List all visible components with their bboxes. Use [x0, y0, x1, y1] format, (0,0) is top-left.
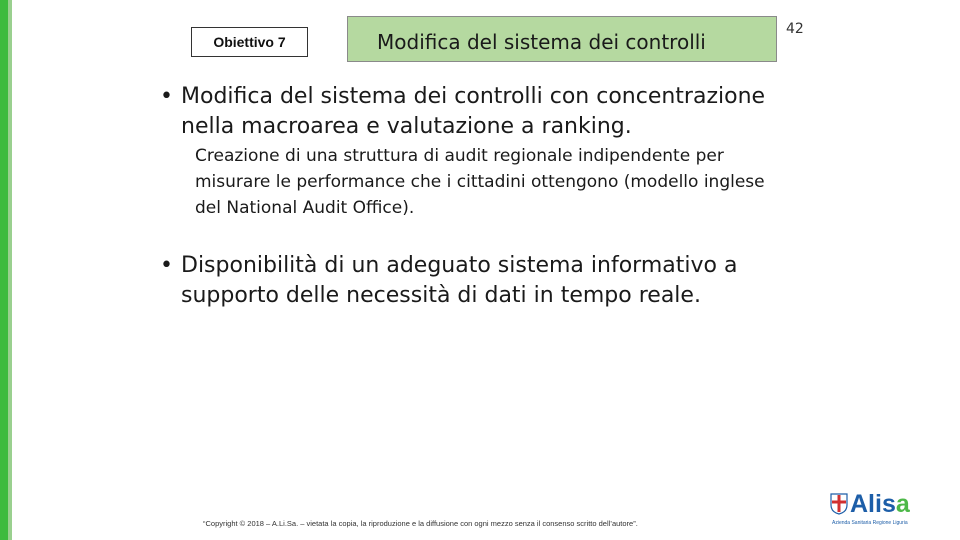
bullet-dot: • [160, 84, 173, 109]
side-accent-bar-light [8, 0, 12, 540]
slide-title: Modifica del sistema dei controlli [347, 16, 777, 62]
logo-wordmark-accent: a [895, 490, 910, 518]
liguria-emblem-icon [830, 493, 848, 515]
logo-wordmark [850, 490, 910, 518]
page-number: 42 [786, 21, 804, 37]
logo-tagline: Azienda Sanitaria Regione Liguria [832, 520, 908, 526]
side-accent-bar [0, 0, 8, 540]
sub-paragraph: Creazione di una struttura di audit regionale indipendente per misurare le performance che i cittadini ottengono (modello inglese del National Audit Office). [195, 146, 765, 218]
bullet-text: Modifica del sistema dei controlli con concentrazione nella macroarea e valutazione a ranking. [181, 84, 766, 139]
copyright-notice: “Copyright © 2018 – A.Li.Sa. – vietata la copia, la riproduzione e la diffusione con ogni mezzo senza il consenso scritto dell’autore”. [203, 519, 638, 528]
logo-wordmark-main: Alis [850, 490, 896, 518]
bullet-item [160, 251, 800, 311]
alisa-logo [830, 490, 930, 530]
bullet-dot: • [160, 253, 173, 278]
objective-label: Obiettivo 7 [191, 27, 308, 57]
bullet-item [160, 82, 800, 142]
bullet-text: Disponibilità di un adeguato sistema informativo a supporto delle necessità di dati in tempo reale. [181, 253, 738, 308]
